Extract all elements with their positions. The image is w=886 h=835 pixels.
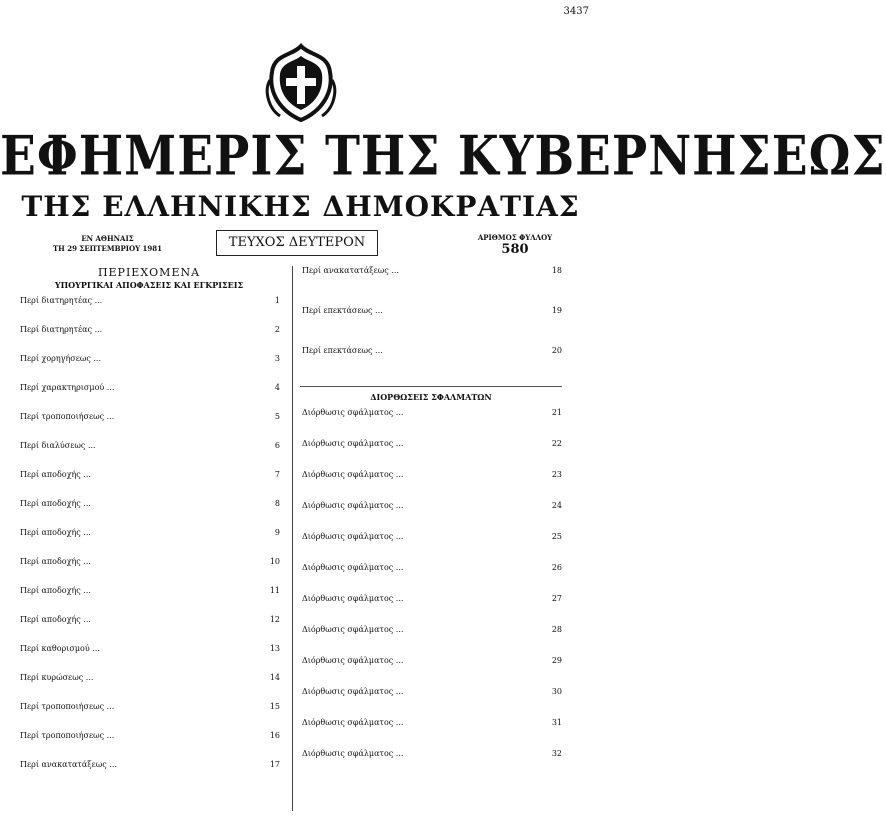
- entry-text: Περί διατηρητέας ...: [20, 296, 103, 305]
- page-number: 3437: [563, 6, 589, 17]
- contents-left-column: [18, 266, 280, 789]
- entry-page-number: 12: [269, 615, 280, 624]
- contents-entry: [18, 441, 280, 451]
- entry-page-number: 3: [274, 354, 280, 363]
- column-divider: [292, 266, 293, 811]
- entry-text: Περί αποδοχής ...: [20, 557, 91, 566]
- sheet-number-block: [450, 232, 580, 256]
- entry-page-number: 15: [269, 702, 280, 711]
- entry-page-number: 26: [551, 563, 562, 572]
- entry-page-number: 18: [551, 266, 562, 275]
- contents-entry: [18, 470, 280, 480]
- entry-page-number: 23: [551, 470, 562, 479]
- issue-place: ΕΝ ΑΘΗΝΑΙΣ: [81, 234, 134, 243]
- entry-page-number: 20: [551, 346, 562, 355]
- contents-entry: [300, 718, 562, 728]
- issue-date: ΤΗ 29 ΣΕΠΤΕΜΒΡΙΟΥ 1981: [52, 244, 163, 253]
- entry-text: Διόρθωσις σφάλματος ...: [302, 718, 404, 727]
- entry-text: Περί επεκτάσεως ...: [302, 346, 383, 355]
- entry-page-number: 28: [551, 625, 562, 634]
- contents-entry: [300, 439, 562, 449]
- section-heading-corrections: ΔΙΟΡΘΩΣΕΙΣ ΣΦΑΛΜΑΤΩΝ: [370, 392, 492, 402]
- contents-entry: [300, 266, 562, 276]
- entry-page-number: 8: [274, 499, 280, 508]
- contents-entry: [18, 325, 280, 335]
- gazette-subtitle: ΤΗΣ ΕΛΛΗΝΙΚΗΣ ΔΗΜΟΚΡΑΤΙΑΣ: [21, 190, 580, 223]
- entry-text: Διόρθωσις σφάλματος ...: [302, 625, 404, 634]
- entry-text: Διόρθωσις σφάλματος ...: [302, 594, 404, 603]
- entry-page-number: 5: [274, 412, 280, 421]
- contents-entry: [18, 586, 280, 596]
- entry-text: Περί τροποποιήσεως ...: [20, 702, 115, 711]
- contents-entry: [18, 760, 280, 770]
- entry-text: Περί ανακατατάξεως ...: [20, 760, 117, 769]
- contents-entry: [300, 656, 562, 666]
- entry-page-number: 17: [269, 760, 280, 769]
- entry-text: Διόρθωσις σφάλματος ...: [302, 563, 404, 572]
- contents-entry: [300, 687, 562, 697]
- entry-text: Περί τροποποιήσεως ...: [20, 731, 115, 740]
- sheet-number: 580: [501, 242, 529, 257]
- entry-text: Περί τροποποιήσεως ...: [20, 412, 115, 421]
- contents-entry: [300, 532, 562, 542]
- entry-text: Διόρθωσις σφάλματος ...: [302, 408, 404, 417]
- contents-entry: [300, 563, 562, 573]
- entry-page-number: 7: [274, 470, 280, 479]
- contents-entry: [18, 673, 280, 683]
- contents-entry: [18, 731, 280, 741]
- entry-page-number: 30: [551, 687, 562, 696]
- entry-page-number: 10: [269, 557, 280, 566]
- entry-page-number: 11: [269, 586, 280, 595]
- contents-entry: [18, 383, 280, 393]
- entry-text: Περί αποδοχής ...: [20, 615, 91, 624]
- entry-page-number: 25: [551, 532, 562, 541]
- contents-entry: [18, 412, 280, 422]
- entry-page-number: 32: [551, 749, 562, 758]
- entry-page-number: 14: [269, 673, 280, 682]
- entry-page-number: 1: [274, 296, 280, 305]
- entry-text: Περί αποδοχής ...: [20, 499, 91, 508]
- contents-entry: [300, 749, 562, 759]
- entry-text: Διόρθωσις σφάλματος ...: [302, 501, 404, 510]
- contents-title: ΠΕΡΙΕΧΟΜΕΝΑ: [97, 266, 201, 279]
- greek-emblem-icon: [262, 42, 340, 124]
- entry-text: Διόρθωσις σφάλματος ...: [302, 532, 404, 541]
- entry-text: Περί ανακατατάξεως ...: [302, 266, 399, 275]
- entry-page-number: 9: [274, 528, 280, 537]
- entry-page-number: 24: [551, 501, 562, 510]
- contents-entry: [18, 354, 280, 364]
- entry-page-number: 27: [551, 594, 562, 603]
- contents-entry: [300, 408, 562, 418]
- contents-entry: [300, 306, 562, 316]
- contents-entry: [300, 501, 562, 511]
- contents-entry: [18, 528, 280, 538]
- entry-text: Διόρθωσις σφάλματος ...: [302, 656, 404, 665]
- entry-page-number: 22: [551, 439, 562, 448]
- entry-page-number: 13: [269, 644, 280, 653]
- entry-text: Διόρθωσις σφάλματος ...: [302, 749, 404, 758]
- contents-entry: [18, 557, 280, 567]
- entry-text: Περί αποδοχής ...: [20, 470, 91, 479]
- entry-page-number: 4: [274, 383, 280, 392]
- entry-text: Περί διατηρητέας ...: [20, 325, 103, 334]
- issue-date-block: [20, 234, 195, 254]
- section-heading-decisions: ΥΠΟΥΡΓΙΚΑΙ ΑΠΟΦΑΣΕΙΣ ΚΑΙ ΕΓΚΡΙΣΕΙΣ: [54, 280, 244, 290]
- entry-text: Περί χαρακτηρισμού ...: [20, 383, 115, 392]
- masthead: [20, 228, 580, 264]
- entry-page-number: 29: [551, 656, 562, 665]
- contents-entry: [300, 346, 562, 356]
- entry-page-number: 21: [551, 408, 562, 417]
- contents-entry: [300, 470, 562, 480]
- entry-page-number: 19: [551, 306, 562, 315]
- contents-entry: [18, 702, 280, 712]
- entry-text: Περί καθορισμού ...: [20, 644, 100, 653]
- entry-text: Διόρθωσις σφάλματος ...: [302, 439, 404, 448]
- sheet-number-label: ΑΡΙΘΜΟΣ ΦΥΛΛΟΥ: [477, 233, 553, 242]
- entry-page-number: 2: [274, 325, 280, 334]
- gazette-title: ΕΦΗΜΕΡΙΣ ΤΗΣ ΚΥΒΕΡΝΗΣΕΩΣ: [0, 125, 886, 189]
- entry-page-number: 31: [551, 718, 562, 727]
- entry-text: Περί χορηγήσεως ...: [20, 354, 102, 363]
- contents-entry: [300, 594, 562, 604]
- contents-entry: [18, 644, 280, 654]
- entry-text: Διόρθωσις σφάλματος ...: [302, 470, 404, 479]
- contents-entry: [18, 499, 280, 509]
- contents-entry: [18, 615, 280, 625]
- contents-right-column: [300, 266, 562, 780]
- entry-text: Περί αποδοχής ...: [20, 586, 91, 595]
- contents-entry: [300, 625, 562, 635]
- issue-volume: ΤΕΥΧΟΣ ΔΕΥΤΕΡΟΝ: [216, 230, 378, 256]
- section-divider: [300, 386, 562, 387]
- entry-page-number: 6: [274, 441, 280, 450]
- entry-text: Περί διαλύσεως ...: [20, 441, 96, 450]
- entry-text: Διόρθωσις σφάλματος ...: [302, 687, 404, 696]
- entry-text: Περί κυρώσεως ...: [20, 673, 94, 682]
- entry-text: Περί επεκτάσεως ...: [302, 306, 383, 315]
- entry-page-number: 16: [269, 731, 280, 740]
- contents-entry: [18, 296, 280, 306]
- entry-text: Περί αποδοχής ...: [20, 528, 91, 537]
